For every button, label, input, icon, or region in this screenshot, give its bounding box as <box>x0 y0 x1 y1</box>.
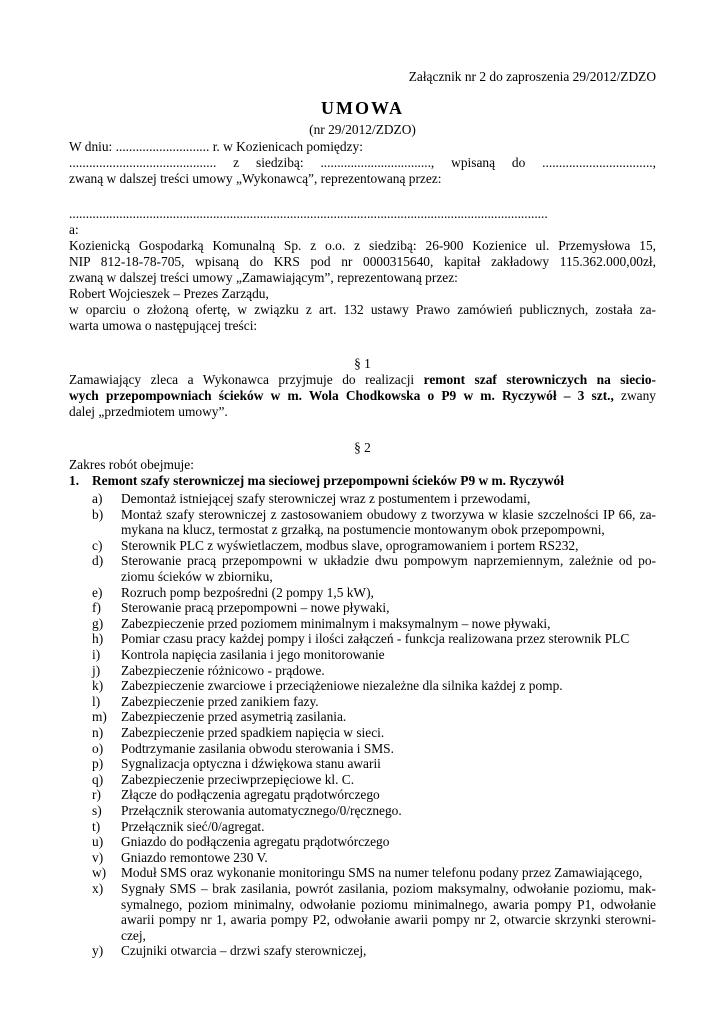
parties-line-11: warta umowa o następującej treści: <box>69 318 258 333</box>
list-item-letter: l) <box>92 693 101 709</box>
list-item-letter: q) <box>92 771 104 787</box>
list-item: Gniazdo remontowe 230 V. <box>121 849 268 865</box>
list-item: Czujniki otwarcia – drzwi szafy sterowniczej, <box>121 943 367 959</box>
section-1-text: Zamawiający zleca a Wykonawca przyjmuje do realizacji <box>69 372 424 387</box>
section-1-line-3: dalej „przedmiotem umowy”. <box>69 404 228 419</box>
list-item: Podtrzymanie zasilania obwodu sterowania i SMS. <box>121 740 394 756</box>
parties-line-5: a: <box>69 222 79 237</box>
list-item: symalnego, poziom minimalny, odwołanie poziomu minimalnego, awaria pompy P1, odwołanie <box>121 896 656 912</box>
parties-line-6: Kozienicką Gospodarką Komunalną Sp. z o.o. z siedzibą: 26-900 Kozienice ul. Przemysłowa 15, <box>69 238 656 253</box>
list-item: Moduł SMS oraz wykonanie monitoringu SMS na numer telefonu podany przez Zamawiającego, <box>121 865 643 881</box>
parties-line-9: Robert Wojcieszek – Prezes Zarządu, <box>69 286 269 301</box>
list-item: Zabezpieczenie przed asymetrią zasilania. <box>121 709 347 725</box>
section-1-line-1 <box>69 372 656 388</box>
list-item-letter: t) <box>92 818 101 834</box>
parties-line-3: zwaną w dalszej treści umowy „Wykonawcą”, reprezentowaną przez: <box>69 171 442 186</box>
list-item-letter: w) <box>92 865 107 881</box>
parties-line-1: W dniu: ............................ r. w Kozienicach pomiędzy: <box>69 139 363 154</box>
list-item-letter: i) <box>92 647 101 662</box>
section-1-line-2 <box>69 388 656 404</box>
list-item: Złącze do podłączenia agregatu prądotwórczego <box>121 787 380 803</box>
list-item: czej, <box>121 927 146 943</box>
list-item: Zabezpieczenie przeciwprzepięciowe kl. C. <box>121 771 355 787</box>
list-item-letter: a) <box>92 491 103 506</box>
section-2-heading: § 2 <box>354 440 371 455</box>
list-item: Sterowanie pracą przepompowni – nowe pływaki, <box>121 600 390 616</box>
point-title: Remont szafy sterowniczej ma sieciowej przepompowni ścieków P9 w m. Ryczywół <box>92 473 564 488</box>
list-item-letter: f) <box>92 600 101 616</box>
section-1-subject-cont: wych przepompowniach ścieków w m. Wola Chodkowska o P9 w m. Ryczywół – 3 szt., <box>69 388 614 403</box>
section-1-heading: § 1 <box>354 356 371 371</box>
list-item-letter: g) <box>92 615 104 631</box>
list-item: Przełącznik sterowania automatycznego/0/ręcznego. <box>121 803 402 818</box>
list-item: Zabezpieczenie przed spadkiem napięcia w sieci. <box>121 725 385 740</box>
list-item: Zabezpieczenie przed poziomem minimalnym i maksymalnym – nowe pływaki, <box>121 615 551 631</box>
list-item: Demontaż istniejącej szafy sterowniczej wraz z postumentem i przewodami, <box>121 491 531 506</box>
list-item: Sterownik PLC z wyświetlaczem, modbus slave, oprogramowaniem i portem RS232, <box>121 537 579 553</box>
contract-number: (nr 29/2012/ZDZO) <box>309 122 416 137</box>
parties-line-10: w oparciu o złożoną ofertę, w związku z art. 132 ustawy Prawo zamówień publicznych, została za- <box>69 302 656 317</box>
list-item-letter: n) <box>92 725 104 740</box>
list-item: Rozruch pomp bezpośredni (2 pompy 1,5 kW), <box>121 584 374 600</box>
list-item-letter: s) <box>92 803 102 818</box>
list-item-letter: r) <box>92 787 101 803</box>
point-number: 1. <box>69 473 80 488</box>
list-item-letter: v) <box>92 849 104 865</box>
list-item-letter: u) <box>92 834 104 850</box>
list-item-letter: p) <box>92 756 104 772</box>
list-item-letter: k) <box>92 678 104 694</box>
list-item: Zabezpieczenie zwarciowe i przeciążeniowe niezależne dla silnika każdej z pomp. <box>121 678 563 694</box>
list-item: Montaż szafy sterowniczej z zastosowaniem obudowy z tworzywa w klasie szczelności IP 66, za- <box>121 506 656 522</box>
list-item-letter: e) <box>92 584 103 600</box>
list-item: ziomu ścieków w zbiorniku, <box>121 569 273 584</box>
list-item-letter: y) <box>92 943 104 959</box>
section-1-text-cont: zwany <box>613 388 656 403</box>
list-item-letter: b) <box>92 506 104 522</box>
list-item: Gniazdo do podłączenia agregatu prądotwórczego <box>121 834 390 850</box>
list-item-letter: m) <box>92 709 107 725</box>
parties-line-7: NIP 812-18-78-705, wpisaną do KRS pod nr 0000315640, kapitał zakładowy 115.362.000,00zł, <box>69 254 656 269</box>
list-item: Zabezpieczenie przed zanikiem fazy. <box>121 693 319 709</box>
list-item: Kontrola napięcia zasilania i jego monitorowanie <box>121 647 385 662</box>
list-item-letter: d) <box>92 553 104 569</box>
document-title: UMOWA <box>321 98 404 118</box>
list-item: Przełącznik sieć/0/agregat. <box>121 818 265 834</box>
parties-line-8: zwaną w dalszej treści umowy „Zamawiającym”, reprezentowaną przez: <box>69 270 458 285</box>
list-item: Sygnały SMS – brak zasilania, powrót zasilania, poziom maksymalny, odwołanie poziomu, mak- <box>121 881 656 896</box>
list-item: Zabezpieczenie różnicowo - prądowe. <box>121 662 325 678</box>
parties-line-4: ............................................................................................................................................... <box>69 206 548 221</box>
list-item: Pomiar czasu pracy każdej pompy i ilości załączeń - funkcja realizowana przez sterownik PLC <box>121 631 630 647</box>
list-item: Sterowanie pracą przepompowni w układzie dwu pompowym naprzemiennym, zależnie od po- <box>121 553 656 569</box>
list-item-letter: c) <box>92 537 103 553</box>
list-item: Sygnalizacja optyczna i dźwiękowa stanu awarii <box>121 756 381 772</box>
parties-line-2: ............................................ z siedzibą: ................................., wpisaną do ................................., <box>69 155 656 170</box>
list-item: awarii pompy nr 1, awaria pompy P2, odwołanie awarii pompy nr 2, otwarcie skrzynki sterowni- <box>121 912 656 928</box>
list-item-letter: o) <box>92 740 104 756</box>
list-item: mykana na klucz, termostat z grzałką, na postumencie montowanym obok przepompowni, <box>121 522 605 538</box>
list-item-letter: j) <box>92 662 101 678</box>
attachment-note: Załącznik nr 2 do zaproszenia 29/2012/ZDZO <box>408 69 656 84</box>
list-item-letter: h) <box>92 631 104 647</box>
section-2-intro: Zakres robót obejmuje: <box>69 457 194 472</box>
section-1-subject: remont szaf sterowniczych na siecio- <box>423 372 656 387</box>
list-item-letter: x) <box>92 881 104 896</box>
